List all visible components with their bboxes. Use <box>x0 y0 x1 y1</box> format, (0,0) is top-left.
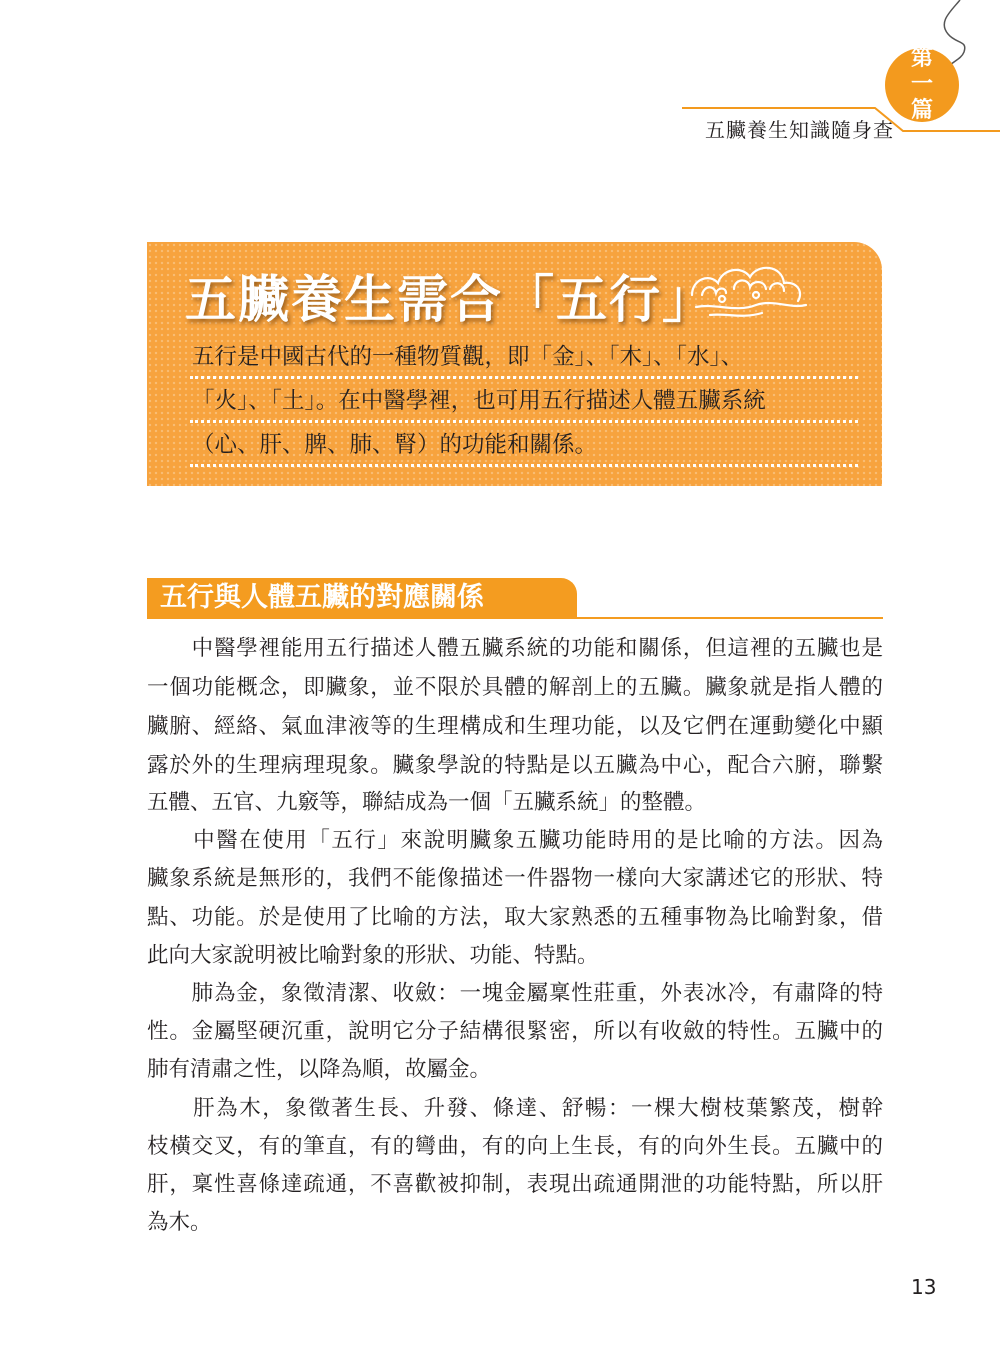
body-line: 點、功能。於是使用了比喻的方法，取大家熟悉的五種事物為比喻對象，借 <box>147 905 883 930</box>
body-line: 肺為金，象徵清潔、收斂：一塊金屬稟性莊重，外表冰冷，有肅降的特 <box>147 981 883 1006</box>
body-line: 為木。 <box>147 1210 212 1235</box>
body-line: 肝，稟性喜條達疏通，不喜歡被抑制，表現出疏通開泄的功能特點，所以肝 <box>147 1172 883 1197</box>
body-line: 中醫學裡能用五行描述人體五臟系統的功能和關係，但這裡的五臟也是 <box>147 636 883 661</box>
running-title: 五臟養生知識隨身查 <box>705 118 894 142</box>
dotted-divider <box>190 376 858 379</box>
body-line: 肝為木，象徵著生長、升發、條達、舒暢：一棵大樹枝葉繁茂，樹幹 <box>147 1096 883 1121</box>
section-title: 五行與人體五臟的對應關係 <box>160 582 484 613</box>
body-line: 臟腑、經絡、氣血津液等的生理構成和生理功能，以及它們在運動變化中顯 <box>147 714 883 739</box>
intro-line: 「火」、「土」。在中醫學裡，也可用五行描述人體五臟系統 <box>192 388 766 414</box>
dotted-divider <box>190 420 858 423</box>
section-rule <box>147 617 883 619</box>
body-line: 一個功能概念，即臟象，並不限於具體的解剖上的五臟。臟象就是指人體的 <box>147 675 883 700</box>
chapter-badge-char: 一 <box>910 72 933 97</box>
body-line: 露於外的生理病理現象。臟象學說的特點是以五臟為中心，配合六腑，聯繫 <box>147 753 883 778</box>
body-line: 中醫在使用「五行」來說明臟象五臟功能時用的是比喻的方法。因為 <box>147 828 883 853</box>
intro-line: 五行是中國古代的一種物質觀，即「金」、「木」、「水」、 <box>192 344 744 370</box>
body-line: 肺有清肅之性，以降為順，故屬金。 <box>147 1057 492 1082</box>
page-number: 13 <box>911 1275 937 1299</box>
body-line: 此向大家說明被比喻對象的形狀、功能、特點。 <box>147 943 599 968</box>
body-line: 臟象系統是無形的，我們不能像描述一件器物一樣向大家講述它的形狀、特 <box>147 866 883 891</box>
dotted-divider <box>190 464 858 467</box>
body-line: 五體、五官、九竅等，聯結成為一個「五臟系統」的整體。 <box>147 790 707 815</box>
body-line: 枝橫交叉，有的筆直，有的彎曲，有的向上生長，有的向外生長。五臟中的 <box>147 1134 883 1159</box>
body-line: 性。金屬堅硬沉重，說明它分子結構很緊密，所以有收斂的特性。五臟中的 <box>147 1019 883 1044</box>
chapter-badge <box>885 48 959 122</box>
intro-title: 五臟養生需合「五行」 <box>185 271 716 330</box>
cloud-ornament-icon <box>686 255 810 325</box>
intro-line: （心、肝、脾、肺、腎）的功能和關係。 <box>192 432 598 458</box>
chapter-badge-char: 篇 <box>910 98 933 123</box>
chapter-badge-char: 第 <box>910 46 933 71</box>
